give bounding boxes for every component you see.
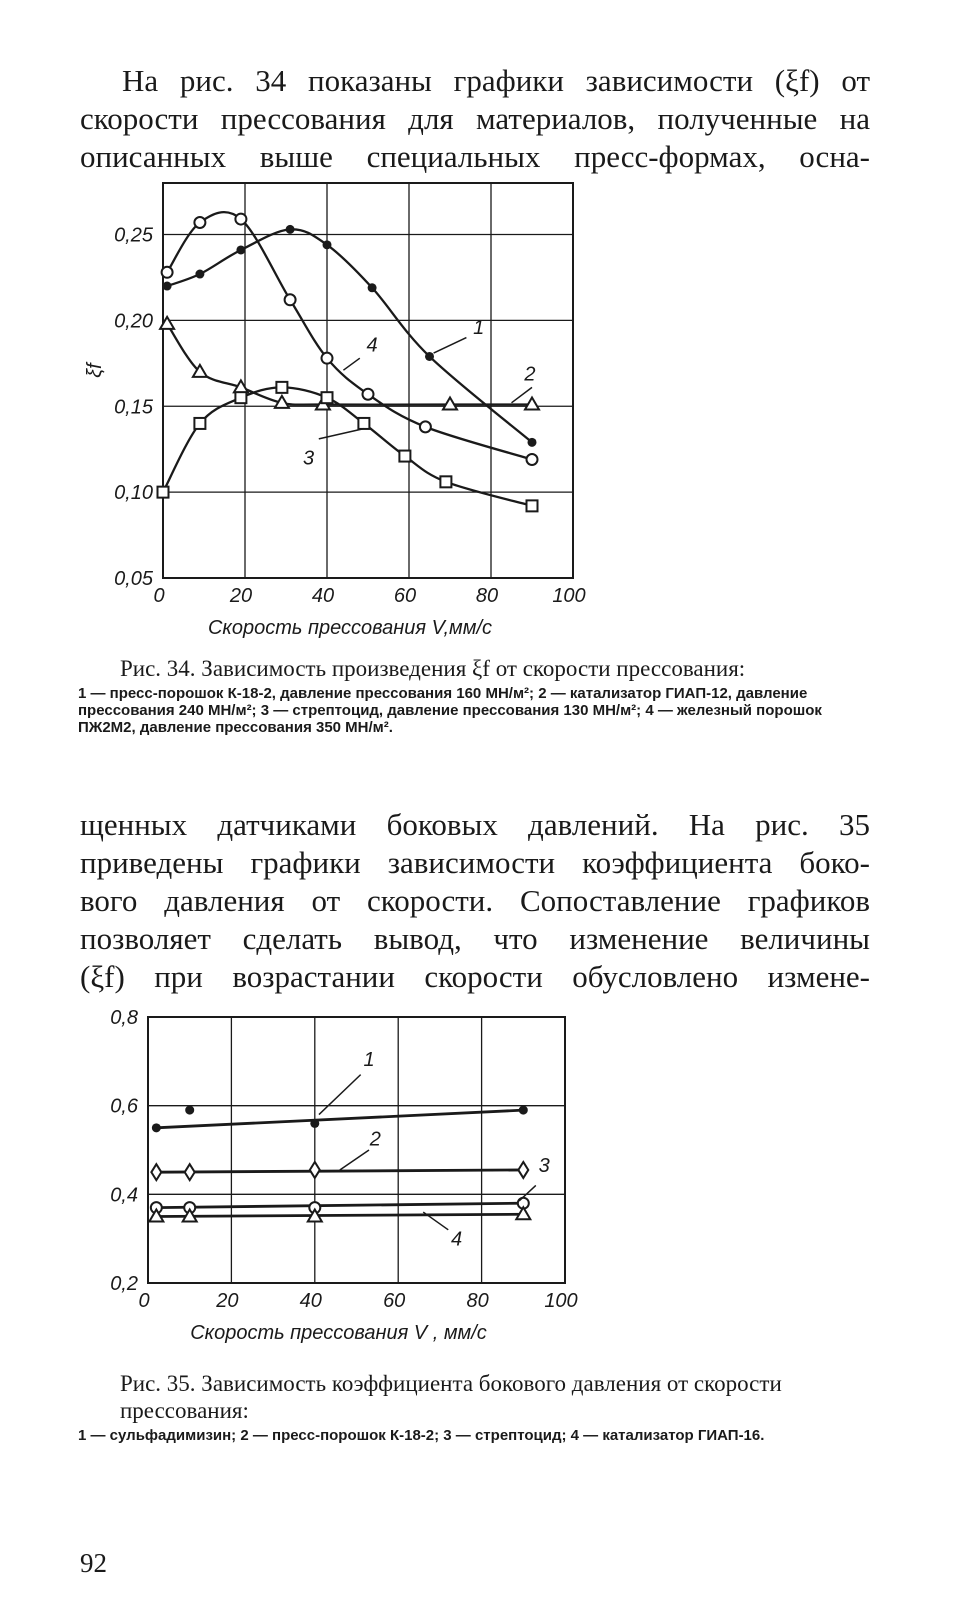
leader-line-2 — [340, 1150, 369, 1170]
x-tick-label: 40 — [299, 1290, 322, 1312]
curve-label-4: 4 — [366, 334, 378, 357]
x-axis-label: Скорость прессования V,мм/с — [207, 617, 493, 639]
caption-legend: 1 — пресс-порошок К-18-2, давление прессования 160 МН/м²; 2 — катализатор ГИАП-12, давление прессования 240 МН/м²; 3 — стрептоцид, давление прессования 130 МН/м²; 4 — железный порошок ПЖ2М2, давление прессования 350 МН/м². — [78, 685, 822, 736]
text-line: щенных датчиками боковых давлений. На рис. 35 — [80, 807, 870, 842]
page-number: 92 — [80, 1548, 107, 1578]
caption-title: Рис. 34. Зависимость произведения ξf от скорости прессования: — [120, 656, 746, 681]
data-point-series-1 — [152, 1123, 161, 1132]
x-tick-label: 0 — [153, 585, 165, 607]
x-tick-label: 100 — [552, 585, 586, 607]
x-tick-label: 80 — [466, 1290, 489, 1312]
x-tick-label: 40 — [311, 585, 335, 607]
curve-label-3: 3 — [538, 1155, 550, 1178]
x-tick-label: 60 — [393, 585, 417, 607]
y-tick-label: 0,20 — [114, 310, 153, 333]
x-tick-label: 80 — [475, 585, 499, 607]
y-tick-label: 0,2 — [110, 1273, 138, 1295]
y-tick-label: 0,8 — [110, 1007, 138, 1029]
x-tick-label: 20 — [229, 585, 253, 607]
series-line-2 — [156, 1170, 523, 1172]
series-line-1 — [156, 1110, 523, 1128]
data-point-series-2 — [185, 1164, 195, 1180]
text-line: (ξf) при возрастании скорости обусловлено измене- — [80, 959, 870, 994]
caption-title: Рис. 35. Зависимость коэффициента бокового давления от скорости прессования: — [120, 1371, 782, 1423]
series-line-4 — [156, 1214, 523, 1216]
y-tick-label: 0,15 — [114, 396, 153, 419]
x-tick-label: 20 — [216, 1290, 239, 1312]
y-tick-label: 0,05 — [114, 568, 153, 590]
series-line-3 — [156, 1203, 523, 1207]
data-point-series-2 — [151, 1164, 161, 1180]
x-axis-label: Скорость прессования V , мм/с — [190, 1322, 487, 1344]
curve-label-2: 2 — [524, 363, 536, 386]
y-tick-label: 0,25 — [114, 224, 153, 247]
y-tick-label: 0,4 — [110, 1184, 138, 1207]
x-tick-label: 0 — [138, 1290, 150, 1312]
x-tick-label: 100 — [544, 1290, 578, 1312]
curve-label-3: 3 — [302, 447, 315, 470]
text-line: На рис. 34 показаны графики зависимости (ξf) от — [122, 63, 870, 98]
plot-frame — [148, 1017, 565, 1283]
text-line: приведены графики зависимости коэффициента боко- — [80, 845, 870, 880]
y-axis-label: ξf — [84, 363, 106, 378]
text-line: скорости прессования для материалов, полученные на — [80, 101, 870, 136]
x-tick-label: 60 — [383, 1290, 406, 1312]
data-point-series-1 — [185, 1106, 194, 1115]
text-line: позволяет сделать вывод, что изменение величины — [80, 921, 870, 956]
caption-legend: 1 — сульфадимизин; 2 — пресс-порошок К-18-2; 3 — стрептоцид; 4 — катализатор ГИАП-16. — [78, 1427, 765, 1444]
y-tick-label: 0,10 — [114, 482, 153, 505]
figure-35-caption — [78, 1370, 870, 1444]
curve-label-2: 2 — [369, 1128, 381, 1151]
data-point-series-1 — [519, 1106, 528, 1115]
data-point-series-2 — [310, 1162, 320, 1178]
curve-label-4: 4 — [451, 1228, 463, 1251]
text-line: вого давления от скорости. Сопоставление графиков — [80, 883, 870, 918]
data-point-series-1 — [310, 1119, 319, 1128]
curve-label-1: 1 — [363, 1048, 375, 1071]
text-line: описанных выше специальных пресс-формах, осна- — [80, 139, 870, 174]
leader-line-1 — [319, 1075, 361, 1115]
data-point-series-2 — [518, 1162, 528, 1178]
curve-label-1: 1 — [473, 317, 485, 340]
y-tick-label: 0,6 — [110, 1095, 138, 1118]
